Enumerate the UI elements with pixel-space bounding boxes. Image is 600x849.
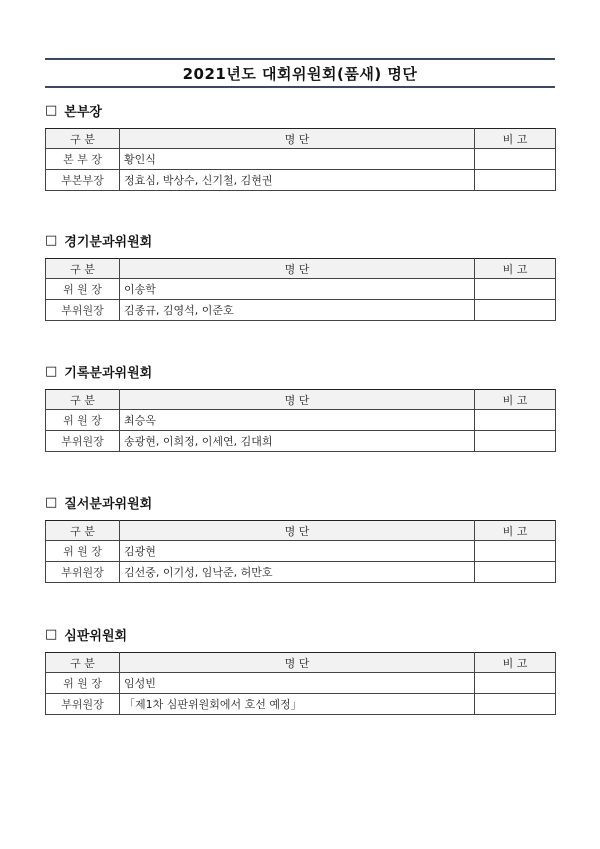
header-note: 비 고 — [475, 129, 556, 149]
header-roster: 명 단 — [120, 259, 475, 279]
roster-table — [45, 258, 556, 321]
note-cell — [475, 673, 556, 694]
note-cell — [475, 694, 556, 715]
note-cell — [475, 300, 556, 321]
roster-table — [45, 520, 556, 583]
checkbox-square-icon: □ — [45, 363, 58, 379]
section-heading — [45, 361, 555, 381]
table-header-row — [46, 521, 556, 541]
header-note: 비 고 — [475, 653, 556, 673]
header-roster: 명 단 — [120, 390, 475, 410]
names-cell: 최승옥 — [120, 410, 475, 431]
section-heading — [45, 100, 555, 120]
section-title: 질서분과위원회 — [64, 496, 153, 512]
names-cell: 정효심, 박상수, 신기철, 김현권 — [120, 170, 475, 191]
names-cell: 황인식 — [120, 149, 475, 170]
role-cell: 부위원장 — [46, 694, 120, 715]
header-category: 구 분 — [46, 521, 120, 541]
table-row — [46, 541, 556, 562]
section-headquarters — [45, 100, 555, 191]
note-cell — [475, 562, 556, 583]
table-row — [46, 410, 556, 431]
section-order-committee — [45, 492, 555, 583]
header-note: 비 고 — [475, 521, 556, 541]
table-header-row — [46, 129, 556, 149]
note-cell — [475, 279, 556, 300]
role-cell: 위 원 장 — [46, 279, 120, 300]
header-category: 구 분 — [46, 653, 120, 673]
names-cell: 김종규, 김영석, 이준호 — [120, 300, 475, 321]
section-title: 경기분과위원회 — [64, 234, 153, 250]
table-row — [46, 694, 556, 715]
header-category: 구 분 — [46, 259, 120, 279]
table-row — [46, 562, 556, 583]
section-heading — [45, 624, 555, 644]
section-heading — [45, 230, 555, 250]
section-heading — [45, 492, 555, 512]
header-roster: 명 단 — [120, 129, 475, 149]
role-cell: 부본부장 — [46, 170, 120, 191]
table-row — [46, 149, 556, 170]
roster-table — [45, 389, 556, 452]
table-row — [46, 673, 556, 694]
role-cell: 부위원장 — [46, 300, 120, 321]
table-header-row — [46, 653, 556, 673]
roster-table — [45, 128, 556, 191]
table-row — [46, 431, 556, 452]
section-title: 기록분과위원회 — [64, 365, 153, 381]
table-row — [46, 170, 556, 191]
names-cell: 이송학 — [120, 279, 475, 300]
table-header-row — [46, 259, 556, 279]
names-cell: 김선중, 이기성, 임낙준, 허만호 — [120, 562, 475, 583]
note-cell — [475, 410, 556, 431]
header-roster: 명 단 — [120, 653, 475, 673]
role-cell: 부위원장 — [46, 562, 120, 583]
section-referee-committee — [45, 624, 555, 715]
table-row — [46, 279, 556, 300]
section-competition-committee — [45, 230, 555, 321]
role-cell: 위 원 장 — [46, 673, 120, 694]
names-cell: 「제1차 심판위원회에서 호선 예정」 — [120, 694, 475, 715]
note-cell — [475, 541, 556, 562]
section-records-committee — [45, 361, 555, 452]
roster-table — [45, 652, 556, 715]
names-cell: 김광현 — [120, 541, 475, 562]
role-cell: 본 부 장 — [46, 149, 120, 170]
checkbox-square-icon: □ — [45, 626, 58, 642]
role-cell: 위 원 장 — [46, 410, 120, 431]
role-cell: 위 원 장 — [46, 541, 120, 562]
header-note: 비 고 — [475, 390, 556, 410]
note-cell — [475, 149, 556, 170]
checkbox-square-icon: □ — [45, 232, 58, 248]
section-title: 심판위원회 — [64, 628, 128, 644]
note-cell — [475, 170, 556, 191]
document-title-bar — [45, 58, 555, 88]
names-cell: 송광현, 이희정, 이세연, 김대희 — [120, 431, 475, 452]
table-row — [46, 300, 556, 321]
page-title: 2021년도 대회위원회(품새) 명단 — [182, 64, 418, 83]
header-roster: 명 단 — [120, 521, 475, 541]
note-cell — [475, 431, 556, 452]
header-note: 비 고 — [475, 259, 556, 279]
checkbox-square-icon: □ — [45, 494, 58, 510]
header-category: 구 분 — [46, 129, 120, 149]
checkbox-square-icon: □ — [45, 102, 58, 118]
section-title: 본부장 — [64, 104, 102, 120]
names-cell: 임성빈 — [120, 673, 475, 694]
role-cell: 부위원장 — [46, 431, 120, 452]
header-category: 구 분 — [46, 390, 120, 410]
table-header-row — [46, 390, 556, 410]
